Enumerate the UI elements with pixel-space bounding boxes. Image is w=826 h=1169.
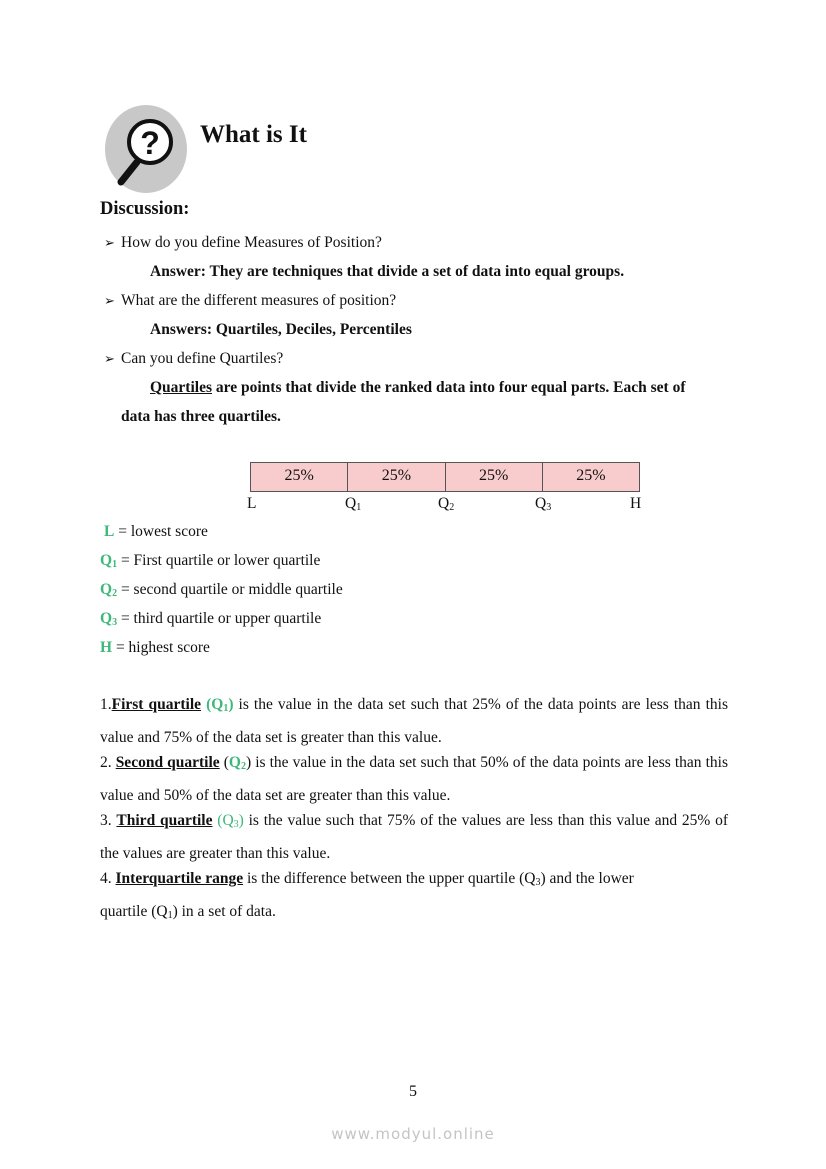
quartiles-term: Quartiles bbox=[150, 379, 212, 396]
definition-third-quartile: 3. Third quartile $(Q_3)$ is the value such that 75% of the values are less than this value and 25% of the values are greater than this value. bbox=[100, 812, 729, 862]
quartile-bar bbox=[250, 462, 640, 492]
label-l: L bbox=[247, 495, 257, 512]
watermark: www.modyul.online bbox=[331, 1125, 495, 1143]
definition-first-quartile: 1.First quartile $(Q_1)$ is the value in the data set such that 25% of the data points are less than this value and 75% of the data set is greater than this value. bbox=[100, 696, 728, 746]
answer-3-line-1: Quartiles are points that divide the ranked data into four equal parts. Each set of bbox=[150, 379, 686, 396]
legend-h: H = highest score bbox=[100, 639, 210, 656]
quartile-segment: 25% bbox=[348, 463, 445, 491]
svg-text:?: ? bbox=[140, 125, 160, 161]
label-h: H bbox=[630, 495, 642, 512]
quartile-segment: 25% bbox=[543, 463, 639, 491]
answer-1: Answer: They are techniques that divide a set of data into equal groups. bbox=[150, 263, 625, 280]
quartile-segment: 25% bbox=[446, 463, 543, 491]
discussion-heading: Discussion: bbox=[100, 199, 190, 219]
question-2: ➢ What are the different measures of position? bbox=[104, 292, 397, 309]
quartile-segment: 25% bbox=[251, 463, 348, 491]
definition-interquartile-range: 4. Interquartile range is the difference between the upper quartile $(Q_3)$ and the lower quartile $(Q_1)$ in a set of data. bbox=[100, 870, 634, 921]
arrow-bullet-icon: ➢ bbox=[104, 293, 115, 308]
legend-q2: $Q_2$ = second quartile or middle quartile bbox=[100, 581, 343, 599]
page-number: 5 bbox=[409, 1083, 417, 1100]
question-3: ➢ Can you define Quartiles? bbox=[104, 350, 284, 367]
arrow-bullet-icon: ➢ bbox=[104, 235, 115, 250]
question-magnifier-icon bbox=[104, 104, 188, 194]
answer-3-line-2: data has three quartiles. bbox=[121, 408, 281, 425]
arrow-bullet-icon: ➢ bbox=[104, 351, 115, 366]
answer-2: Answers: Quartiles, Deciles, Percentiles bbox=[150, 321, 412, 338]
legend-q1: $Q_1$ = First quartile or lower quartile bbox=[100, 552, 321, 570]
definition-second-quartile: 2. Second quartile $(Q_2)$ is the value in the data set such that 50% of the data points are less than this value and 50% of the data set are greater than this value. bbox=[100, 754, 728, 804]
page-title: What is It bbox=[200, 121, 307, 148]
legend-q3: $Q_3$ = third quartile or upper quartile bbox=[100, 610, 322, 628]
label-q3: $Q_3$ bbox=[535, 495, 552, 513]
label-q1: $Q_1$ bbox=[345, 495, 362, 513]
legend-l: L = lowest score bbox=[104, 523, 208, 540]
label-q2: $Q_2$ bbox=[438, 495, 455, 513]
question-1: ➢ How do you define Measures of Position? bbox=[104, 234, 382, 251]
